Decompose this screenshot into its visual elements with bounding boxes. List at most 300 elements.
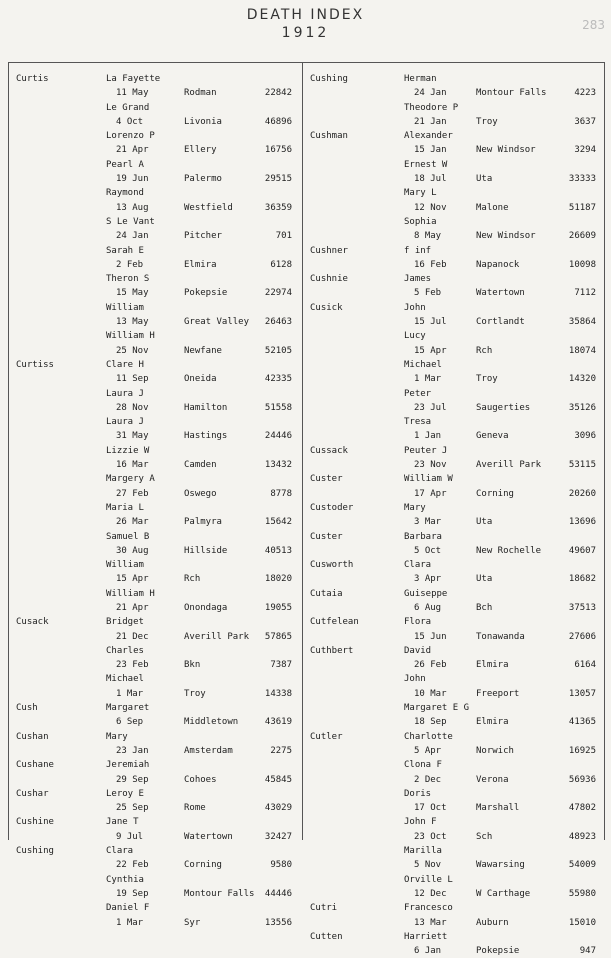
death-place: Saugerties (476, 402, 531, 413)
given-name: Laura J (106, 388, 144, 399)
death-date: 6 Jan (414, 946, 442, 957)
death-place: Bkn (184, 660, 201, 671)
death-date: 19 Sep (116, 888, 149, 899)
column-divider (302, 62, 303, 840)
entry-record-line (306, 801, 602, 815)
given-name: Theodore P (404, 102, 459, 113)
entry-given-line (306, 387, 602, 401)
death-place: Troy (476, 116, 498, 127)
death-date: 21 Apr (116, 602, 149, 613)
entry-record-line (306, 858, 602, 872)
entry-record-line (10, 916, 300, 930)
certificate-number: 14338 (264, 688, 292, 699)
entry-given-line (10, 215, 300, 229)
certificate-number: 52105 (264, 345, 292, 356)
death-place: Hastings (184, 431, 228, 442)
given-name: Peuter J (404, 445, 448, 456)
death-place: Newfane (184, 345, 222, 356)
entry-record-line (306, 401, 602, 415)
surname: Cushnie (310, 274, 348, 285)
death-place: Great Valley (184, 317, 250, 328)
entry-record-line (306, 115, 602, 129)
entry-surname-line (10, 787, 300, 801)
entry-surname-line (10, 701, 300, 715)
entry-record-line (306, 572, 602, 586)
given-name: Clare H (106, 359, 144, 370)
death-place: Livonia (184, 116, 222, 127)
death-date: 17 Apr (414, 488, 447, 499)
entry-given-line (10, 558, 300, 572)
certificate-number: 40513 (264, 545, 292, 556)
surname: Custer (310, 474, 343, 485)
death-place: Elmira (476, 717, 509, 728)
death-date: 13 Aug (116, 202, 149, 213)
surname: Cush (16, 703, 38, 714)
entry-surname-line (306, 444, 602, 458)
death-date: 12 Dec (414, 888, 447, 899)
death-date: 1 Jan (414, 431, 442, 442)
death-place: Rome (184, 803, 206, 814)
given-name: Daniel F (106, 903, 150, 914)
entry-surname-line (10, 844, 300, 858)
entry-record-line (10, 658, 300, 672)
death-place: Syr (184, 917, 201, 928)
entry-record-line (10, 115, 300, 129)
entry-record-line (10, 773, 300, 787)
certificate-number: 3294 (574, 145, 596, 156)
certificate-number: 33333 (568, 174, 596, 185)
given-name: Guiseppe (404, 588, 448, 599)
entry-record-line (306, 687, 602, 701)
death-date: 11 May (116, 88, 149, 99)
certificate-number: 43619 (264, 717, 292, 728)
death-place: Elmira (184, 259, 217, 270)
given-name: Clara (106, 846, 134, 857)
entry-given-line (306, 101, 602, 115)
surname: Cushing (310, 74, 348, 84)
index-column-left (10, 72, 300, 930)
death-date: 9 Jul (116, 831, 144, 842)
entry-surname-line (306, 558, 602, 572)
certificate-number: 55980 (568, 888, 596, 899)
death-place: Montour Falls (184, 888, 255, 899)
death-date: 2 Feb (116, 259, 144, 270)
given-name: Jeremiah (106, 760, 150, 771)
entry-given-line (306, 415, 602, 429)
entry-record-line (10, 887, 300, 901)
entry-record-line (306, 887, 602, 901)
death-date: 6 Aug (414, 602, 442, 613)
given-name: Flora (404, 617, 432, 628)
death-place: Watertown (184, 831, 233, 842)
death-date: 19 Jun (116, 174, 149, 185)
entry-surname-line (306, 644, 602, 658)
death-date: 1 Mar (414, 374, 442, 385)
certificate-number: 22974 (264, 288, 292, 299)
entry-record-line (306, 372, 602, 386)
entry-record-line (306, 172, 602, 186)
death-place: Geneva (476, 431, 509, 442)
entry-given-line (10, 387, 300, 401)
entry-given-line (10, 672, 300, 686)
entry-surname-line (306, 587, 602, 601)
entry-surname-line (10, 815, 300, 829)
death-date: 1 Mar (116, 688, 144, 699)
certificate-number: 701 (275, 231, 292, 242)
given-name: John (404, 674, 426, 685)
entry-surname-line (10, 615, 300, 629)
death-place: Rodman (184, 88, 217, 99)
entry-record-line (10, 801, 300, 815)
given-name: Pearl A (106, 159, 144, 170)
entry-given-line (10, 587, 300, 601)
given-name: James (404, 274, 432, 285)
death-place: Watertown (476, 288, 525, 299)
certificate-number: 29515 (264, 174, 292, 185)
certificate-number: 19055 (264, 602, 292, 613)
given-name: Jane T (106, 817, 139, 828)
given-name: Peter (404, 388, 432, 399)
entry-given-line (10, 415, 300, 429)
death-date: 3 Mar (414, 517, 442, 528)
surname: Curtis (16, 74, 49, 84)
certificate-number: 49607 (568, 545, 596, 556)
death-date: 8 May (414, 231, 442, 242)
death-place: Pokepsie (184, 288, 228, 299)
given-name: Samuel B (106, 531, 150, 542)
entry-given-line (10, 501, 300, 515)
death-date: 15 Jul (414, 317, 447, 328)
certificate-number: 46896 (264, 116, 292, 127)
death-date: 23 Feb (116, 660, 149, 671)
entry-given-line (306, 672, 602, 686)
entry-given-line (10, 472, 300, 486)
given-name: Margery A (106, 474, 155, 485)
death-place: Middletown (184, 717, 239, 728)
entry-record-line (10, 487, 300, 501)
given-name: S Le Vant (106, 216, 155, 227)
certificate-number: 8778 (270, 488, 292, 499)
death-place: Corning (184, 860, 222, 871)
death-date: 18 Jul (414, 174, 447, 185)
death-date: 1 Mar (116, 917, 144, 928)
death-date: 23 Jan (116, 745, 149, 756)
given-name: Marilla (404, 846, 442, 857)
surname: Curtiss (16, 359, 54, 370)
death-place: W Carthage (476, 888, 531, 899)
surname: Cutaia (310, 588, 343, 599)
death-date: 10 Mar (414, 688, 447, 699)
certificate-number: 13432 (264, 460, 292, 471)
entry-record-line (306, 458, 602, 472)
death-place: Elmira (476, 660, 509, 671)
given-name: Charles (106, 645, 144, 656)
entry-record-line (306, 830, 602, 844)
death-place: New Rochelle (476, 545, 542, 556)
surname: Cushine (16, 817, 54, 828)
death-place: Pitcher (184, 231, 222, 242)
entry-record-line (306, 143, 602, 157)
death-date: 5 Nov (414, 860, 442, 871)
death-date: 17 Oct (414, 803, 447, 814)
given-name: f inf (404, 245, 432, 256)
entry-given-line (10, 444, 300, 458)
given-name: David (404, 645, 432, 656)
certificate-number: 7112 (574, 288, 596, 299)
given-name: La Fayette (106, 74, 161, 84)
certificate-number: 13696 (568, 517, 596, 528)
death-date: 21 Apr (116, 145, 149, 156)
given-name: Bridget (106, 617, 144, 628)
given-name: Francesco (404, 903, 453, 914)
entry-record-line (306, 258, 602, 272)
entry-record-line (10, 858, 300, 872)
given-name: Clara (404, 560, 432, 571)
death-place: Rch (184, 574, 201, 585)
header-rule (8, 62, 604, 63)
certificate-number: 18074 (568, 345, 596, 356)
entry-record-line (306, 229, 602, 243)
entry-given-line (10, 186, 300, 200)
entry-record-line (10, 458, 300, 472)
entry-surname-line (10, 358, 300, 372)
entry-record-line (306, 715, 602, 729)
death-date: 26 Feb (414, 660, 447, 671)
surname: Cushing (16, 846, 54, 857)
certificate-number: 51187 (568, 202, 596, 213)
certificate-number: 56936 (568, 774, 596, 785)
death-date: 15 Jun (414, 631, 447, 642)
entry-record-line (306, 286, 602, 300)
entry-record-line (10, 515, 300, 529)
entry-given-line (306, 158, 602, 172)
death-place: Verona (476, 774, 509, 785)
certificate-number: 6164 (574, 660, 596, 671)
entry-record-line (10, 258, 300, 272)
entry-given-line (10, 530, 300, 544)
given-name: Le Grand (106, 102, 150, 113)
index-column-right (306, 72, 602, 958)
given-name: Lucy (404, 331, 426, 342)
entry-surname-line (306, 129, 602, 143)
given-name: Maria L (106, 502, 144, 513)
given-name: Harriett (404, 931, 448, 942)
entry-record-line (306, 744, 602, 758)
entry-surname-line (306, 530, 602, 544)
death-date: 16 Mar (116, 460, 149, 471)
entry-given-line (306, 815, 602, 829)
death-date: 2 Dec (414, 774, 442, 785)
death-date: 26 Mar (116, 517, 149, 528)
death-place: Palmyra (184, 517, 222, 528)
surname: Custer (310, 531, 343, 542)
given-name: Cynthia (106, 874, 144, 885)
death-place: Wawarsing (476, 860, 525, 871)
given-name: Sophia (404, 216, 437, 227)
death-date: 23 Nov (414, 460, 447, 471)
death-place: New Windsor (476, 231, 536, 242)
surname: Cutten (310, 931, 343, 942)
surname: Cusworth (310, 560, 354, 571)
death-place: Corning (476, 488, 514, 499)
given-name: Charlotte (404, 731, 453, 742)
entry-record-line (10, 143, 300, 157)
certificate-number: 32427 (264, 831, 292, 842)
death-place: Hillside (184, 545, 228, 556)
entry-record-line (306, 916, 602, 930)
death-date: 24 Jan (116, 231, 149, 242)
certificate-number: 53115 (568, 460, 596, 471)
entry-surname-line (10, 72, 300, 86)
death-date: 25 Nov (116, 345, 149, 356)
given-name: Alexander (404, 131, 453, 142)
surname: Cushner (310, 245, 348, 256)
death-date: 22 Feb (116, 860, 149, 871)
entry-record-line (10, 429, 300, 443)
entry-given-line (306, 873, 602, 887)
entry-surname-line (306, 72, 602, 86)
death-place: Sch (476, 831, 493, 842)
entry-record-line (306, 487, 602, 501)
death-date: 6 Sep (116, 717, 144, 728)
certificate-number: 15010 (568, 917, 596, 928)
death-date: 5 Oct (414, 545, 442, 556)
surname: Cutler (310, 731, 343, 742)
given-name: John F (404, 817, 437, 828)
entry-given-line (10, 272, 300, 286)
given-name: Margaret E G (404, 703, 470, 714)
death-date: 18 Sep (414, 717, 447, 728)
left-border (8, 62, 9, 840)
certificate-number: 57865 (264, 631, 292, 642)
surname: Cutfelean (310, 617, 359, 628)
certificate-number: 44446 (264, 888, 292, 899)
given-name: Doris (404, 788, 432, 799)
certificate-number: 26463 (264, 317, 292, 328)
given-name: Clona F (404, 760, 442, 771)
death-date: 5 Feb (414, 288, 442, 299)
entry-given-line (10, 158, 300, 172)
given-name: Tresa (404, 417, 432, 428)
certificate-number: 16925 (568, 745, 596, 756)
certificate-number: 3096 (574, 431, 596, 442)
certificate-number: 13057 (568, 688, 596, 699)
death-place: Auburn (476, 917, 509, 928)
entry-given-line (306, 758, 602, 772)
death-place: Bch (476, 602, 493, 613)
entry-given-line (10, 101, 300, 115)
given-name: Michael (404, 359, 442, 370)
death-date: 30 Aug (116, 545, 149, 556)
entry-record-line (306, 344, 602, 358)
entry-record-line (10, 172, 300, 186)
entry-surname-line (306, 901, 602, 915)
death-date: 23 Jul (414, 402, 447, 413)
certificate-number: 20260 (568, 488, 596, 499)
certificate-number: 36359 (264, 202, 292, 213)
death-place: Norwich (476, 745, 514, 756)
entry-record-line (306, 944, 602, 958)
certificate-number: 9580 (270, 860, 292, 871)
certificate-number: 22842 (264, 88, 292, 99)
death-date: 12 Nov (414, 202, 447, 213)
entry-record-line (306, 515, 602, 529)
entry-surname-line (306, 501, 602, 515)
entry-given-line (10, 644, 300, 658)
certificate-number: 43029 (264, 803, 292, 814)
certificate-number: 37513 (568, 602, 596, 613)
given-name: John (404, 302, 426, 313)
death-place: Camden (184, 460, 217, 471)
death-date: 24 Jan (414, 88, 447, 99)
death-date: 21 Dec (116, 631, 149, 642)
death-date: 15 Apr (414, 345, 447, 356)
entry-surname-line (10, 758, 300, 772)
death-place: New Windsor (476, 145, 536, 156)
page-year: 1912 (281, 25, 330, 41)
entry-record-line (10, 344, 300, 358)
given-name: Raymond (106, 188, 144, 199)
entry-record-line (10, 201, 300, 215)
given-name: Laura J (106, 417, 144, 428)
certificate-number: 26609 (568, 231, 596, 242)
certificate-number: 10098 (568, 259, 596, 270)
given-name: William H (106, 331, 155, 342)
given-name: Mary (404, 502, 426, 513)
given-name: Leroy E (106, 788, 144, 799)
entry-given-line (306, 358, 602, 372)
death-place: Tonawanda (476, 631, 525, 642)
entry-surname-line (306, 272, 602, 286)
death-date: 4 Oct (116, 116, 144, 127)
death-place: Montour Falls (476, 88, 547, 99)
entry-record-line (10, 715, 300, 729)
entry-surname-line (306, 730, 602, 744)
certificate-number: 35126 (568, 402, 596, 413)
certificate-number: 15642 (264, 517, 292, 528)
entry-given-line (10, 244, 300, 258)
certificate-number: 18682 (568, 574, 596, 585)
death-place: Amsterdam (184, 745, 233, 756)
certificate-number: 4223 (574, 88, 596, 99)
given-name: William (106, 302, 144, 313)
death-place: Troy (184, 688, 206, 699)
entry-record-line (10, 286, 300, 300)
certificate-number: 14320 (568, 374, 596, 385)
death-place: Hamilton (184, 402, 228, 413)
certificate-number: 41365 (568, 717, 596, 728)
surname: Cusack (16, 617, 49, 628)
page-header (0, 6, 611, 42)
death-place: Malone (476, 202, 509, 213)
certificate-number: 45845 (264, 774, 292, 785)
death-place: Napanock (476, 259, 520, 270)
certificate-number: 2275 (270, 745, 292, 756)
entry-surname-line (306, 472, 602, 486)
entry-given-line (10, 901, 300, 915)
given-name: Lizzie W (106, 445, 150, 456)
entry-record-line (10, 630, 300, 644)
certificate-number: 42335 (264, 374, 292, 385)
death-date: 11 Sep (116, 374, 149, 385)
death-place: Ellery (184, 145, 217, 156)
entry-record-line (10, 544, 300, 558)
entry-record-line (306, 201, 602, 215)
entry-surname-line (306, 615, 602, 629)
entry-given-line (306, 215, 602, 229)
entry-record-line (10, 687, 300, 701)
entry-record-line (10, 229, 300, 243)
